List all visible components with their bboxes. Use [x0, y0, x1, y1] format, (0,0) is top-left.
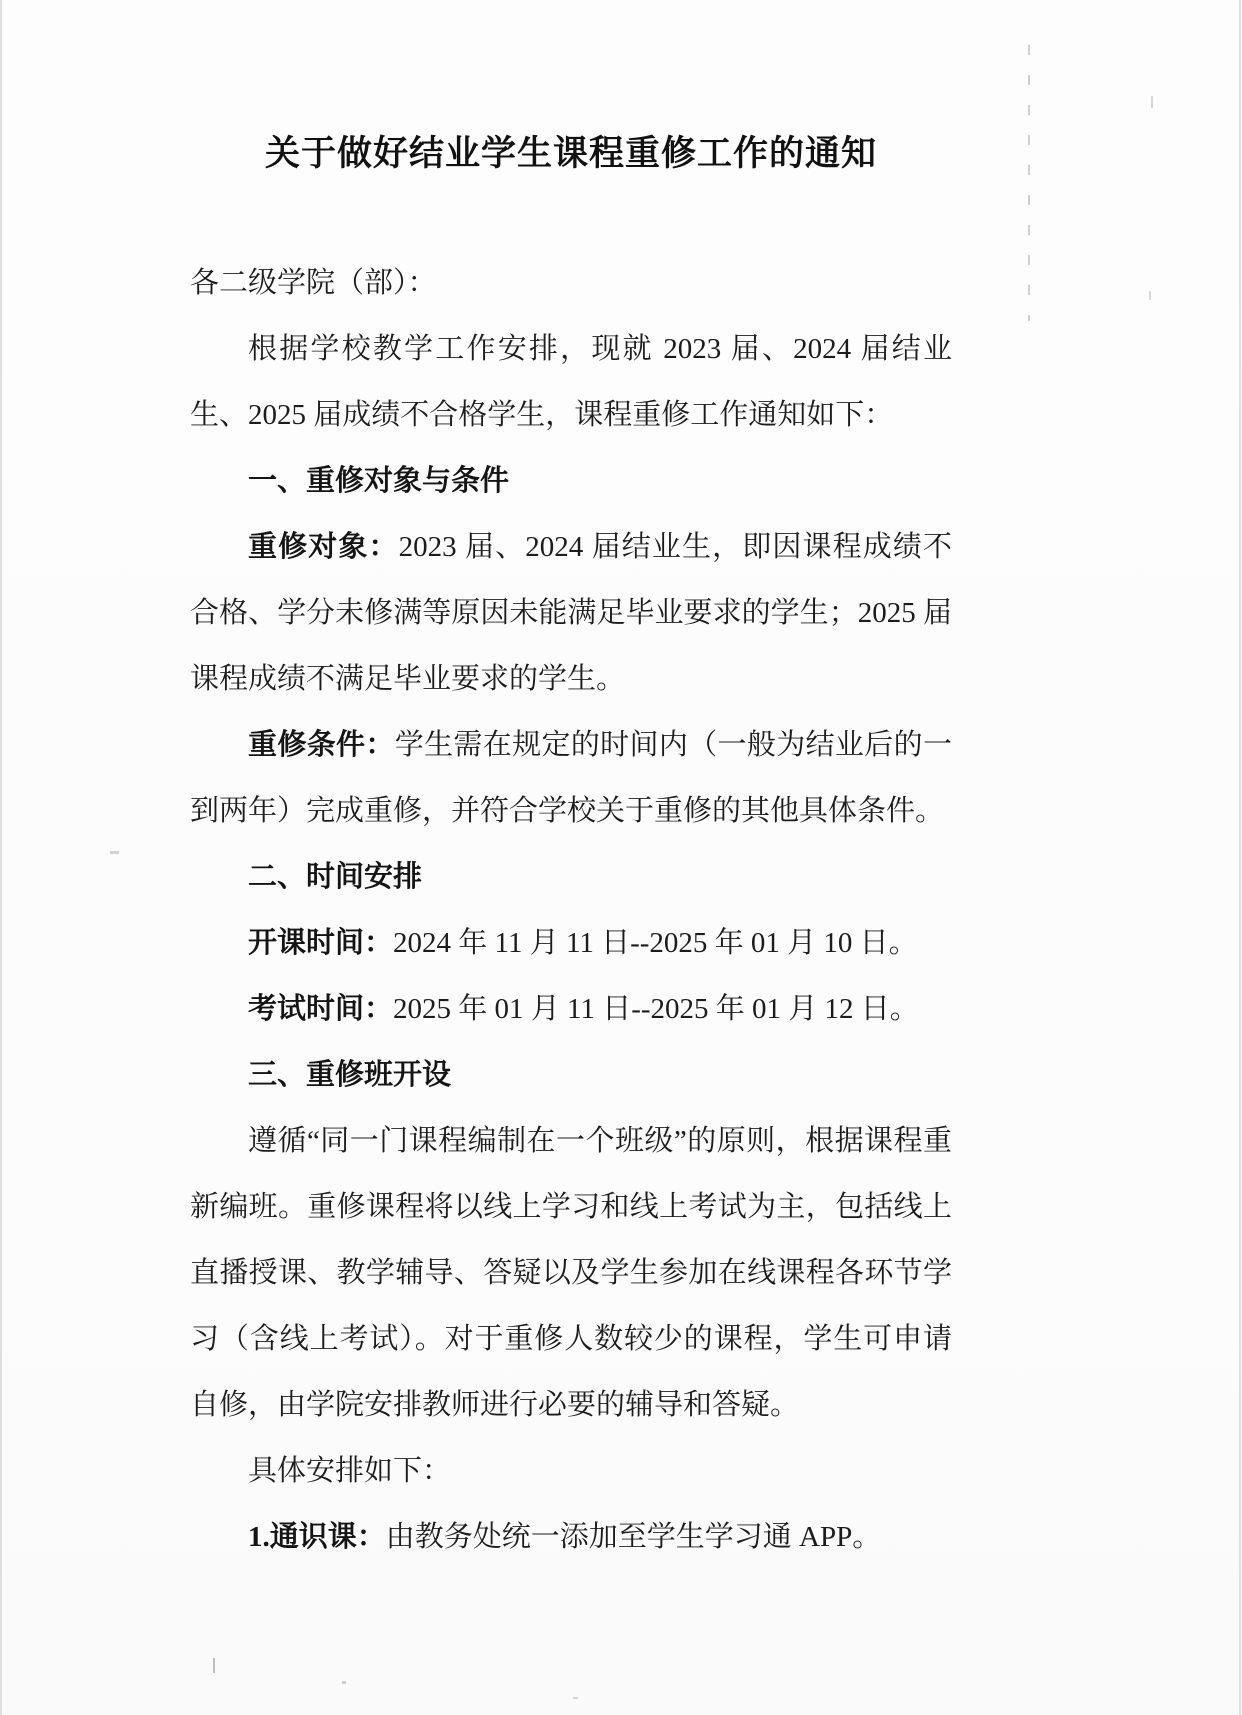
paragraph-exam-time: [190, 976, 952, 1042]
paragraph-lead: 重修对象：: [248, 531, 399, 563]
section-heading-3: 三、重修班开设: [248, 1059, 452, 1091]
scan-artifact-mark: [213, 1658, 215, 1673]
paragraph-text: 2025 年 01 月 11 日--2025 年 01 月 12 日。: [393, 993, 919, 1025]
scan-artifact-tick: [1149, 291, 1151, 300]
paragraph-retake-target: [190, 514, 952, 712]
paragraph-general-course: [190, 1504, 952, 1570]
salutation: 各二级学院（部）：: [190, 267, 437, 299]
paragraph-text: 由教务处统一添加至学生学习通 APP。: [385, 1521, 882, 1553]
paragraph-arrangement-intro: 具体安排如下：: [248, 1455, 452, 1487]
paragraph-course-start-time: [190, 910, 952, 976]
scan-artifact-dash: [110, 851, 119, 854]
scan-artifact-dot: [573, 1697, 578, 1699]
paragraph-lead: 1.通识课：: [248, 1521, 386, 1553]
section-heading-2: 二、时间安排: [248, 861, 423, 893]
document-title: 关于做好结业学生课程重修工作的通知: [264, 134, 877, 173]
scan-artifact-dashed-line: [1028, 45, 1030, 321]
paragraph-text: 2023 届、2024 届结业生，即因课程成绩不合格、学分未修满等原因未能满足毕业要求的学生；2025 届课程成绩不满足毕业要求的学生。: [190, 531, 952, 695]
paragraph-lead: 开课时间：: [248, 927, 394, 959]
paragraph-text: 学生需在规定的时间内（一般为结业后的一到两年）完成重修，并符合学校关于重修的其他具体条件。: [190, 729, 952, 827]
section-heading-1: 一、重修对象与条件: [248, 465, 510, 497]
page-edge-right: [1239, 0, 1241, 1715]
paragraph-class-setup: 遵循“同一门课程编制在一个班级”的原则，根据课程重新编班。重修课程将以线上学习和线上考试为主，包括线上直播授课、教学辅导、答疑以及学生参加在线课程各环节学习（含线上考试）。对于重修人数较少的课程，学生可申请自修，由学院安排教师进行必要的辅导和答疑。: [190, 1125, 952, 1421]
paragraph-lead: 重修条件：: [248, 729, 395, 761]
paragraph-retake-condition: [190, 712, 952, 844]
scan-artifact-dot: [342, 1681, 346, 1684]
document-body: [190, 250, 952, 1570]
scan-artifact-tick: [1151, 96, 1153, 108]
paragraph-lead: 考试时间：: [248, 993, 394, 1025]
paragraph-text: 2024 年 11 月 11 日--2025 年 01 月 10 日。: [393, 927, 918, 959]
page-edge-left: [0, 0, 2, 1715]
paragraph-intro: 根据学校教学工作安排，现就 2023 届、2024 届结业生、2025 届成绩不合格学生，课程重修工作通知如下：: [190, 333, 952, 431]
